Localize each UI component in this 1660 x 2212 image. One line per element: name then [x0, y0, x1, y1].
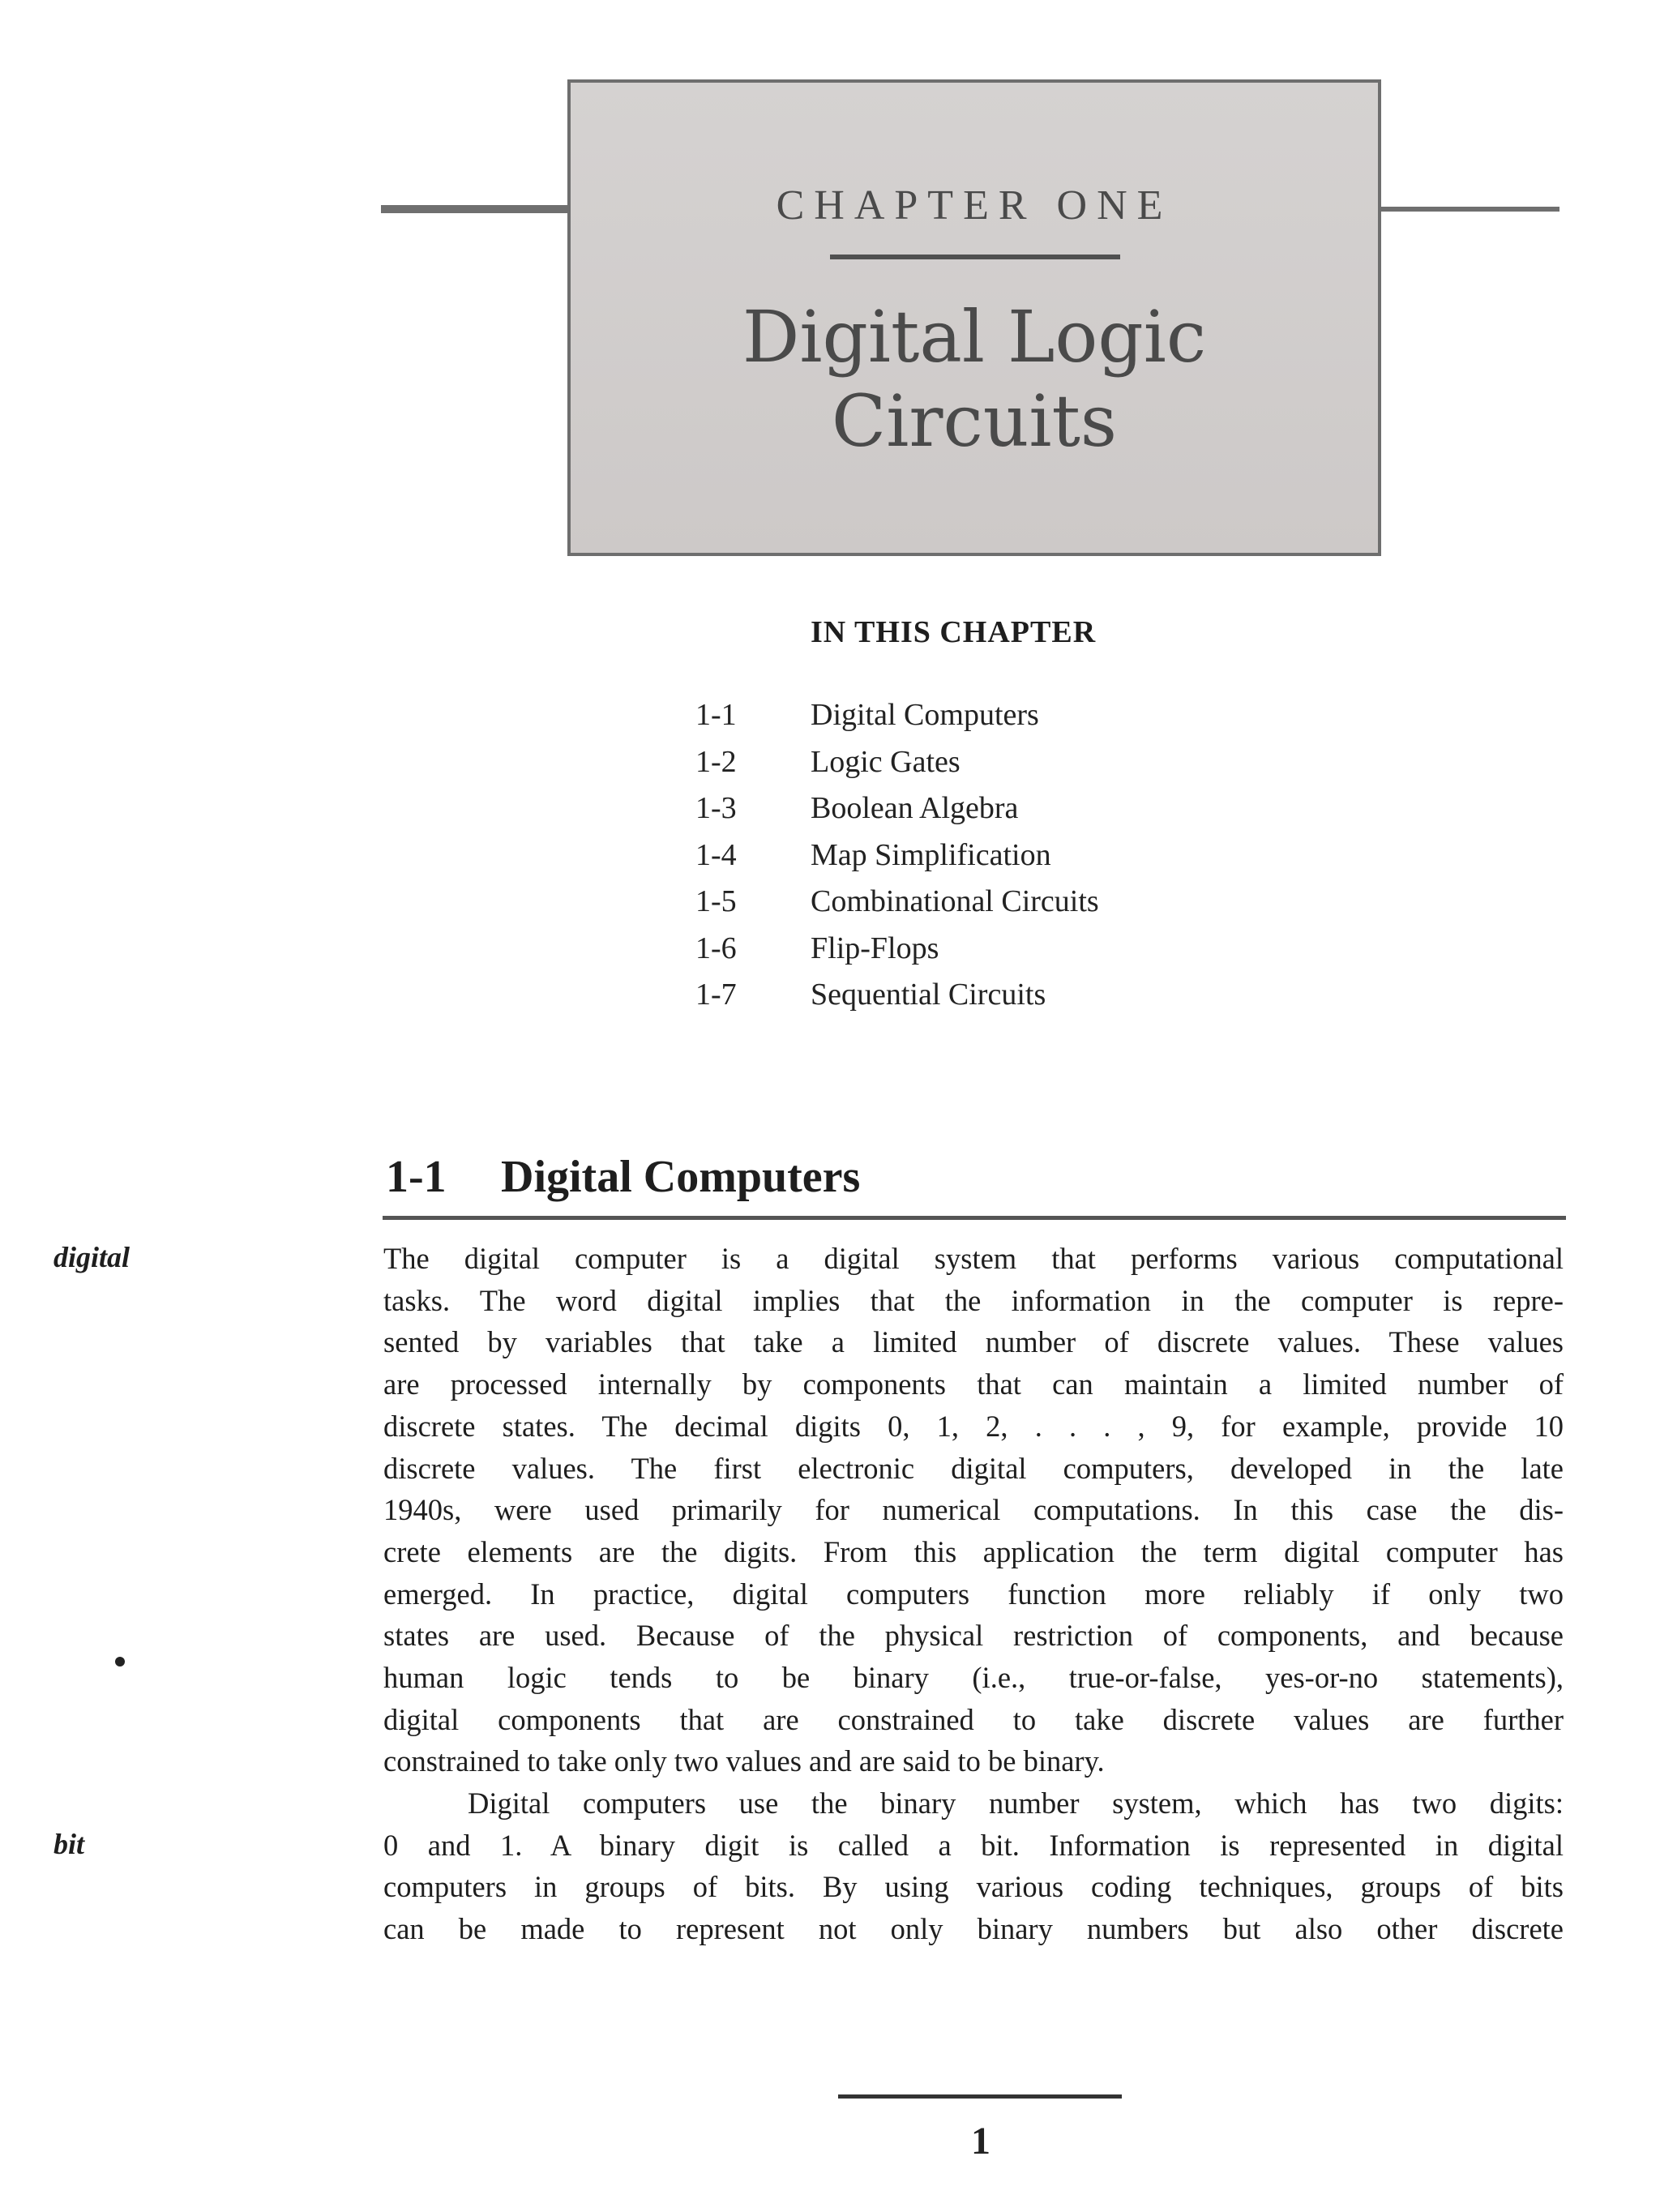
page-number: 1 — [971, 2120, 990, 2163]
toc-item — [695, 977, 1099, 1024]
paragraph-line: can be made to represent not only binary numbers but also other discrete — [383, 1912, 1564, 1946]
chapter-title-line-2: Circuits — [831, 379, 1118, 463]
section-heading — [386, 1151, 860, 1203]
section-title: Digital Computers — [501, 1152, 861, 1202]
chapter-title-line-1: Digital Logic — [742, 295, 1207, 379]
chapter-rule-right — [1380, 207, 1559, 212]
toc-heading: IN THIS CHAPTER — [811, 615, 1097, 649]
toc-item — [695, 931, 1099, 978]
section-number: 1-1 — [386, 1152, 447, 1202]
paragraph-line: computers in groups of bits. By using various coding techniques, groups of bits — [383, 1870, 1564, 1904]
toc-item-title: Combinational Circuits — [811, 884, 1099, 918]
paragraph-line: discrete states. The decimal digits 0, 1, 2, . . . , 9, for example, provide 10 — [383, 1409, 1564, 1443]
paragraph-line: emerged. In practice, digital computers function more reliably if only two — [383, 1577, 1564, 1611]
toc-item-number: 1-4 — [695, 837, 737, 872]
toc-item-number: 1-7 — [695, 978, 737, 1012]
toc-item-number: 1-1 — [695, 698, 737, 732]
margin-note-digital: digital — [53, 1241, 130, 1273]
paragraph-line: tasks. The word digital implies that the information in the computer is repre- — [383, 1283, 1564, 1317]
paragraph-line: discrete values. The first electronic digital computers, developed in the late — [383, 1451, 1564, 1485]
paragraph-line: Digital computers use the binary number system, which has two digits: — [468, 1786, 1564, 1820]
chapter-title-box — [567, 79, 1381, 556]
paragraph-line: are processed internally by components that can maintain a limited number of — [383, 1367, 1564, 1401]
chapter-title — [571, 295, 1378, 464]
toc-item — [695, 884, 1099, 931]
paragraph-2 — [383, 1782, 1564, 1950]
chapter-label: CHAPTER ONE — [776, 182, 1173, 229]
chapter-divider — [830, 255, 1120, 259]
toc-item — [695, 790, 1099, 837]
paragraph-1 — [383, 1238, 1564, 1782]
paragraph-line: states are used. Because of the physical restriction of components, and because — [383, 1619, 1564, 1653]
toc-item-number: 1-3 — [695, 791, 737, 825]
paragraph-line: human logic tends to be binary (i.e., true-or-false, yes-or-no statements), — [383, 1661, 1564, 1695]
toc-item — [695, 837, 1099, 884]
toc-item-title: Map Simplification — [811, 837, 1051, 872]
paragraph-line: 0 and 1. A binary digit is called a bit. Information is represented in digital — [383, 1828, 1564, 1862]
paragraph-line: sented by variables that take a limited number of discrete values. These values — [383, 1325, 1564, 1359]
margin-bullet — [115, 1657, 125, 1666]
toc-item-title: Boolean Algebra — [811, 791, 1019, 825]
toc-item-title: Flip-Flops — [811, 931, 939, 965]
toc-item-number: 1-6 — [695, 931, 737, 965]
toc-item — [695, 697, 1099, 744]
paragraph-line: crete elements are the digits. From this application the term digital computer has — [383, 1534, 1564, 1568]
toc-item-title: Digital Computers — [811, 698, 1039, 732]
toc-item-title: Logic Gates — [811, 744, 960, 779]
paragraph-line: The digital computer is a digital system that performs various computational — [383, 1242, 1564, 1275]
table-of-contents — [695, 697, 1099, 1024]
footer-rule — [838, 2094, 1122, 2099]
toc-item — [695, 744, 1099, 791]
toc-item-number: 1-5 — [695, 884, 737, 918]
margin-note-bit: bit — [53, 1828, 85, 1860]
toc-item-number: 1-2 — [695, 744, 737, 779]
paragraph-line: digital components that are constrained to take discrete values are further — [383, 1702, 1564, 1736]
paragraph-line: 1940s, were used primarily for numerical computations. In this case the dis- — [383, 1493, 1564, 1527]
paragraph-line: constrained to take only two values and are said to be binary. — [383, 1744, 1105, 1778]
chapter-rule-left — [381, 205, 569, 213]
toc-item-title: Sequential Circuits — [811, 978, 1046, 1012]
section-rule — [383, 1216, 1566, 1220]
